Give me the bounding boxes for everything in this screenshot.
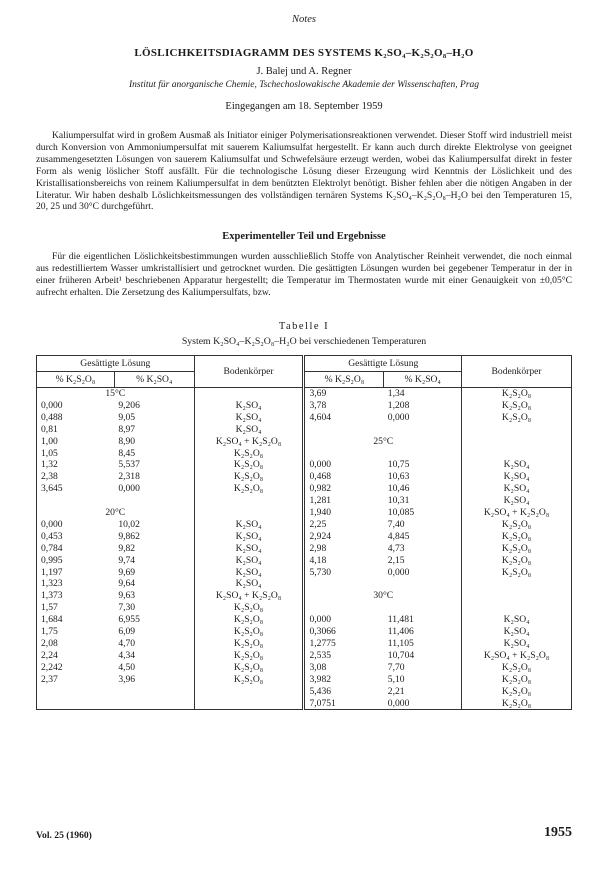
cell-k2s2o8: 1,32 (37, 459, 115, 471)
cell-solid-phase (462, 424, 572, 436)
table-cell (37, 698, 115, 710)
cell-solid-phase: K₂S₂O₈ (462, 531, 572, 543)
col-header-so4: % K₂SO₄ (114, 371, 194, 387)
table-cell (37, 686, 115, 698)
cell-solid-phase: K₂S₂O₈ (194, 483, 304, 495)
cell-solid-phase: K₂SO₄ (194, 543, 304, 555)
table-row (37, 698, 572, 710)
table-cell (194, 507, 304, 519)
cell-k2so4: 10,085 (384, 507, 462, 519)
cell-k2so4: 8,97 (114, 424, 194, 436)
cell-k2so4: 2,318 (114, 471, 194, 483)
cell-k2so4: 4,34 (114, 650, 194, 662)
temperature-label: 15°C (37, 387, 195, 399)
cell-k2so4: 4,70 (114, 638, 194, 650)
cell-k2so4: 4,845 (384, 531, 462, 543)
cell-k2s2o8: 2,25 (304, 519, 384, 531)
cell-solid-phase: K₂S₂O₈ (194, 602, 304, 614)
cell-solid-phase: K₂SO₄ (194, 531, 304, 543)
table-row (37, 412, 572, 424)
cell-k2s2o8: 2,24 (37, 650, 115, 662)
cell-k2so4: 5,537 (114, 459, 194, 471)
cell-k2s2o8: 2,242 (37, 662, 115, 674)
cell-solid-phase (194, 495, 304, 507)
table-caption: System K₂SO₄–K₂S₂O₈–H₂O bei verschiedenen Temperaturen (181, 335, 427, 347)
experimental-paragraph: Für die eigentlichen Löslichkeitsbestimmungen wurden ausschließlich Stoffe von Analytischer Reinheit verwendet, die noch einmal aus redestilliertem Wasser umkristallisiert und getrocknet wurden. Die gesättigten Lösungen wurden bei gegebener Temperatur in der in einer früheren Arbeit¹ beschriebenen Apparatur hergestellt; die Temperatur im Thermostaten wurde mit einer Genauigkeit von ±0,05°C aufrecht erhalten. Die Zersetzung des Kaliumpersulfats, bzw. (36, 251, 572, 299)
table-cell (194, 698, 304, 710)
cell-k2s2o8: 3,69 (304, 387, 384, 399)
cell-k2s2o8: 2,535 (304, 650, 384, 662)
cell-k2so4 (114, 495, 194, 507)
col-header-s2o8: % K₂S₂O₈ (37, 371, 115, 387)
volume-info: Vol. 25 (1960) (36, 830, 92, 841)
table-row (37, 602, 572, 614)
cell-k2so4: 10,704 (384, 650, 462, 662)
cell-solid-phase: K₂S₂O₈ (194, 662, 304, 674)
cell-k2s2o8: 0,784 (37, 543, 115, 555)
table-cell (114, 698, 194, 710)
cell-k2s2o8: 5,730 (304, 567, 384, 579)
cell-k2so4: 2,21 (384, 686, 462, 698)
cell-k2s2o8: 0,995 (37, 555, 115, 567)
table-cell (194, 387, 304, 399)
cell-k2s2o8 (304, 424, 384, 436)
table-cell (194, 686, 304, 698)
cell-solid-phase: K₂SO₄ + K₂S₂O₈ (462, 507, 572, 519)
cell-k2so4: 0,000 (114, 483, 194, 495)
cell-k2s2o8: 0,453 (37, 531, 115, 543)
cell-k2so4: 9,74 (114, 555, 194, 567)
cell-k2so4 (384, 602, 462, 614)
table-row (37, 448, 572, 460)
cell-solid-phase: K₂SO₄ (462, 638, 572, 650)
cell-solid-phase: K₂S₂O₈ (194, 626, 304, 638)
cell-solid-phase: K₂S₂O₈ (194, 471, 304, 483)
cell-k2s2o8: 1,197 (37, 567, 115, 579)
header-solution-right: Gesättigte Lösung (304, 355, 462, 371)
cell-k2so4: 4,50 (114, 662, 194, 674)
cell-solid-phase: K₂SO₄ (194, 567, 304, 579)
cell-solid-phase: K₂S₂O₈ (462, 686, 572, 698)
cell-k2s2o8: 4,604 (304, 412, 384, 424)
cell-k2s2o8: 0,3066 (304, 626, 384, 638)
cell-k2so4: 1,208 (384, 400, 462, 412)
cell-k2s2o8: 0,982 (304, 483, 384, 495)
cell-k2so4: 9,206 (114, 400, 194, 412)
table-body (37, 387, 572, 709)
temperature-label: 20°C (37, 507, 195, 519)
table-row (37, 387, 572, 399)
cell-solid-phase: K₂SO₄ (462, 483, 572, 495)
cell-solid-phase: K₂S₂O₈ (194, 674, 304, 686)
section-heading: Experimenteller Teil und Ergebnisse (222, 231, 386, 243)
article-title: LÖSLICHKEITSDIAGRAMM DES SYSTEMS K₂SO₄–K₂S₂O₈–H₂O (134, 47, 474, 59)
cell-k2so4: 9,82 (114, 543, 194, 555)
temperature-label: 30°C (304, 590, 462, 602)
cell-k2so4: 5,10 (384, 674, 462, 686)
cell-k2s2o8: 0,488 (37, 412, 115, 424)
cell-k2so4: 10,31 (384, 495, 462, 507)
cell-solid-phase: K₂SO₄ (462, 614, 572, 626)
table-row (37, 590, 572, 602)
cell-k2s2o8: 0,000 (37, 400, 115, 412)
cell-k2so4: 9,862 (114, 531, 194, 543)
table-cell (114, 686, 194, 698)
col-header-s2o8: % K₂S₂O₈ (304, 371, 384, 387)
header-body-left: Bodenkörper (194, 355, 304, 387)
running-head: Notes (292, 14, 316, 25)
cell-k2s2o8: 3,78 (304, 400, 384, 412)
cell-solid-phase: K₂S₂O₈ (194, 638, 304, 650)
cell-solid-phase: K₂SO₄ (462, 471, 572, 483)
cell-k2so4: 8,90 (114, 436, 194, 448)
page-number: 1955 (544, 825, 572, 840)
cell-solid-phase: K₂S₂O₈ (462, 412, 572, 424)
cell-k2s2o8: 1,323 (37, 578, 115, 590)
cell-k2s2o8 (304, 448, 384, 460)
cell-k2so4: 6,955 (114, 614, 194, 626)
cell-k2s2o8: 1,684 (37, 614, 115, 626)
cell-k2s2o8: 1,281 (304, 495, 384, 507)
cell-solid-phase: K₂SO₄ + K₂S₂O₈ (462, 650, 572, 662)
cell-solid-phase: K₂S₂O₈ (462, 567, 572, 579)
cell-k2s2o8: 0,468 (304, 471, 384, 483)
table-row (37, 483, 572, 495)
cell-solid-phase: K₂S₂O₈ (462, 555, 572, 567)
cell-k2so4: 0,000 (384, 412, 462, 424)
cell-solid-phase: K₂S₂O₈ (194, 650, 304, 662)
cell-k2so4: 4,73 (384, 543, 462, 555)
cell-solid-phase: K₂S₂O₈ (462, 519, 572, 531)
authors: J. Balej und A. Regner (256, 66, 352, 77)
cell-k2so4 (384, 578, 462, 590)
table-row (37, 519, 572, 531)
cell-k2s2o8: 2,08 (37, 638, 115, 650)
table-row (37, 543, 572, 555)
cell-k2so4: 9,64 (114, 578, 194, 590)
table-row (37, 424, 572, 436)
table-row (37, 531, 572, 543)
table-row (37, 495, 572, 507)
cell-k2s2o8: 3,982 (304, 674, 384, 686)
table-row (37, 507, 572, 519)
cell-k2s2o8: 5,436 (304, 686, 384, 698)
cell-k2s2o8: 2,924 (304, 531, 384, 543)
table-row (37, 614, 572, 626)
cell-k2s2o8: 2,37 (37, 674, 115, 686)
cell-k2so4: 10,46 (384, 483, 462, 495)
table-cell (462, 590, 572, 602)
cell-solid-phase: K₂S₂O₈ (194, 459, 304, 471)
cell-k2s2o8: 0,000 (304, 459, 384, 471)
cell-solid-phase: K₂SO₄ + K₂S₂O₈ (194, 436, 304, 448)
cell-solid-phase: K₂SO₄ (194, 519, 304, 531)
cell-solid-phase: K₂S₂O₈ (462, 400, 572, 412)
cell-k2s2o8: 0,81 (37, 424, 115, 436)
cell-k2s2o8: 0,000 (37, 519, 115, 531)
cell-solid-phase: K₂S₂O₈ (462, 674, 572, 686)
cell-k2so4: 0,000 (384, 698, 462, 710)
cell-solid-phase (462, 448, 572, 460)
cell-solid-phase: K₂SO₄ (462, 495, 572, 507)
cell-k2s2o8: 1,57 (37, 602, 115, 614)
cell-k2s2o8: 1,00 (37, 436, 115, 448)
cell-solid-phase: K₂S₂O₈ (462, 662, 572, 674)
page-footer (36, 825, 572, 845)
cell-k2s2o8: 1,75 (37, 626, 115, 638)
cell-k2s2o8: 0,000 (304, 614, 384, 626)
affiliation: Institut für anorganische Chemie, Tschechoslowakische Akademie der Wissenschaften, Prag (128, 80, 480, 90)
table-row (37, 471, 572, 483)
header-body-right: Bodenkörper (462, 355, 572, 387)
cell-solid-phase: K₂SO₄ + K₂S₂O₈ (194, 590, 304, 602)
cell-k2so4: 8,45 (114, 448, 194, 460)
cell-solid-phase: K₂S₂O₈ (462, 698, 572, 710)
table-label: Tabelle I (278, 320, 330, 332)
intro-paragraph: Kaliumpersulfat wird in großem Ausmaß als Initiator einiger Polymerisationsreaktionen verwendet. Dieser Stoff wird industriell meist durch Konversion von Ammoniumpersulfat mit sauerem Kaliumsulfat hergestellt. Er kann auch durch direkte Elektrolyse von geeignet zusammengesetzten Lösungen von sauerem Kaliumsulfat und Schwefelsäure erzeugt werden, wobei das Kaliumpersulfat direkt in fester Form als wenig löslicher Stoff ausfällt. Für die technologische Lösung dieser Erzeugung wird Kenntnis der Löslichkeit und des Kristallisationsbereichs von reinem Kaliumpersulfat in dem benützten Elektrolyt benötigt. Bisher fehlen aber die nötigen Angaben in der Literatur. Wir haben deshalb Löslichkeitsmessungen des vollständigen ternären Systems K₂SO₄–K₂S₂O₈–H₂O bei den Temperaturen 15, 20, 25 und 30°C durchgeführt. (36, 130, 572, 213)
cell-solid-phase: K₂SO₄ (194, 578, 304, 590)
cell-k2so4 (384, 448, 462, 460)
cell-solid-phase: K₂SO₄ (462, 459, 572, 471)
paper-page (36, 14, 572, 710)
col-header-so4: % K₂SO₄ (384, 371, 462, 387)
cell-k2s2o8: 4,18 (304, 555, 384, 567)
table-row (37, 567, 572, 579)
cell-solid-phase: K₂S₂O₈ (194, 614, 304, 626)
cell-k2so4: 9,63 (114, 590, 194, 602)
cell-k2s2o8: 3,08 (304, 662, 384, 674)
table-row (37, 650, 572, 662)
header-solution-left: Gesättigte Lösung (37, 355, 195, 371)
cell-k2so4: 1,34 (384, 387, 462, 399)
cell-solid-phase: K₂S₂O₈ (462, 387, 572, 399)
table-row (37, 626, 572, 638)
cell-k2s2o8: 3,645 (37, 483, 115, 495)
cell-solid-phase: K₂SO₄ (194, 412, 304, 424)
cell-solid-phase: K₂S₂O₈ (194, 448, 304, 460)
temperature-label: 25°C (304, 436, 462, 448)
cell-k2so4: 11,481 (384, 614, 462, 626)
table-row (37, 436, 572, 448)
cell-k2so4: 9,69 (114, 567, 194, 579)
table-row (37, 638, 572, 650)
cell-k2s2o8: 2,98 (304, 543, 384, 555)
cell-k2so4: 7,70 (384, 662, 462, 674)
table-cell (462, 436, 572, 448)
cell-solid-phase: K₂SO₄ (194, 424, 304, 436)
cell-k2so4: 10,75 (384, 459, 462, 471)
table-row (37, 555, 572, 567)
cell-k2so4 (384, 424, 462, 436)
cell-k2s2o8 (304, 602, 384, 614)
cell-solid-phase (462, 578, 572, 590)
cell-k2s2o8 (304, 578, 384, 590)
cell-solid-phase (462, 602, 572, 614)
cell-k2s2o8 (37, 495, 115, 507)
cell-solid-phase: K₂SO₄ (194, 555, 304, 567)
cell-k2s2o8: 7,0751 (304, 698, 384, 710)
cell-k2s2o8: 1,2775 (304, 638, 384, 650)
cell-solid-phase: K₂S₂O₈ (462, 543, 572, 555)
table-row (37, 578, 572, 590)
cell-k2so4: 11,105 (384, 638, 462, 650)
cell-k2so4: 7,40 (384, 519, 462, 531)
solubility-table (36, 355, 572, 710)
cell-k2s2o8: 1,940 (304, 507, 384, 519)
received-date: Eingegangen am 18. September 1959 (225, 101, 383, 112)
cell-k2so4: 6,09 (114, 626, 194, 638)
cell-k2so4: 7,30 (114, 602, 194, 614)
cell-k2so4: 2,15 (384, 555, 462, 567)
table-row (37, 459, 572, 471)
table-row (37, 674, 572, 686)
cell-k2s2o8: 1,05 (37, 448, 115, 460)
cell-solid-phase: K₂SO₄ (194, 400, 304, 412)
cell-k2so4: 9,05 (114, 412, 194, 424)
cell-k2s2o8: 1,373 (37, 590, 115, 602)
cell-solid-phase: K₂SO₄ (462, 626, 572, 638)
cell-k2so4: 10,02 (114, 519, 194, 531)
cell-k2so4: 10,63 (384, 471, 462, 483)
table-row (37, 400, 572, 412)
cell-k2s2o8: 2,38 (37, 471, 115, 483)
table-row (37, 686, 572, 698)
table-row (37, 662, 572, 674)
cell-k2so4: 11,406 (384, 626, 462, 638)
cell-k2so4: 0,000 (384, 567, 462, 579)
cell-k2so4: 3,96 (114, 674, 194, 686)
